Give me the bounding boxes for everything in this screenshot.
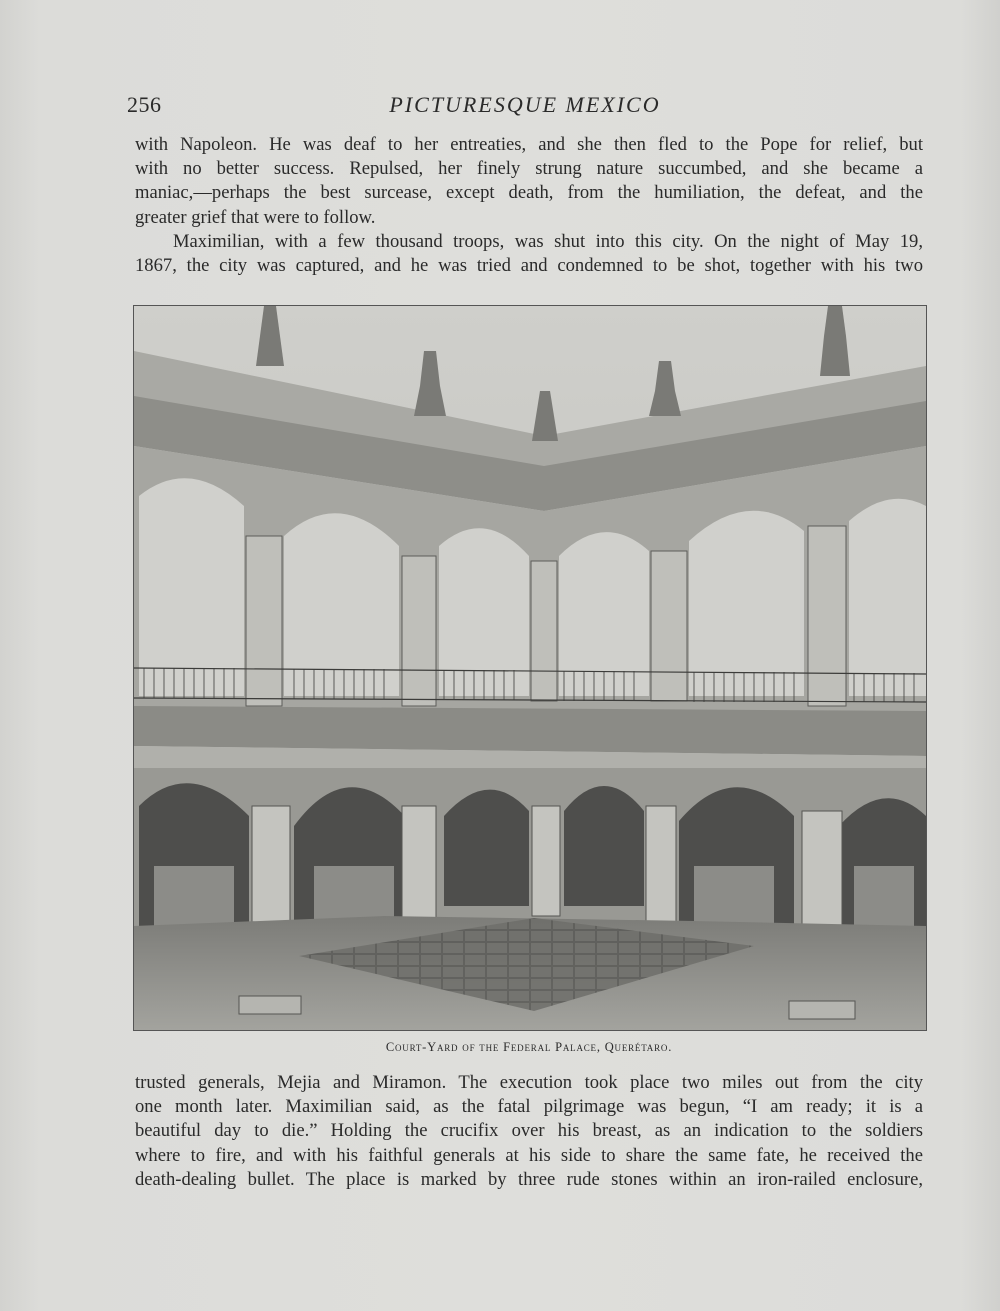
text-line: where to fire, and with his faithful generals at his side to share the same fate, he received the <box>135 1144 923 1166</box>
text-line: with no better success. Repulsed, her finely strung nature succumbed, and she became a <box>135 158 923 180</box>
page-number: 256 <box>127 92 162 117</box>
text-line: Maximilian, with a few thousand troops, was shut into this city. On the night of May 19, <box>173 230 923 252</box>
text-line: death-dealing bullet. The place is marked by three rude stones within an iron-railed enclosure, <box>135 1168 923 1190</box>
text-line: trusted generals, Mejia and Miramon. The execution took place two miles out from the city <box>135 1072 923 1093</box>
text-line: greater grief that were to follow. <box>135 206 376 228</box>
figure-caption: Court-Yard of the Federal Palace, Querétaro. <box>385 1040 673 1054</box>
courtyard-illustration <box>134 306 926 1030</box>
page-header <box>127 92 923 122</box>
text-line: maniac,—perhaps the best surcease, except death, from the humiliation, the defeat, and the <box>135 182 923 204</box>
courtyard-photograph <box>133 305 927 1031</box>
body-text-bottom <box>135 1071 923 1192</box>
text-line: beautiful day to die.” Holding the crucifix over his breast, as an indication to the soldiers <box>135 1120 923 1142</box>
text-line: 1867, the city was captured, and he was tried and condemned to be shot, together with his two <box>135 255 923 277</box>
body-text-top <box>135 133 923 278</box>
text-line: one month later. Maximilian said, as the fatal pilgrimage was begun, “I am ready; it is a <box>135 1096 923 1118</box>
text-line: with Napoleon. He was deaf to her entreaties, and she then fled to the Pope for relief, but <box>135 134 923 155</box>
running-title: PICTURESQUE MEXICO <box>389 92 661 117</box>
